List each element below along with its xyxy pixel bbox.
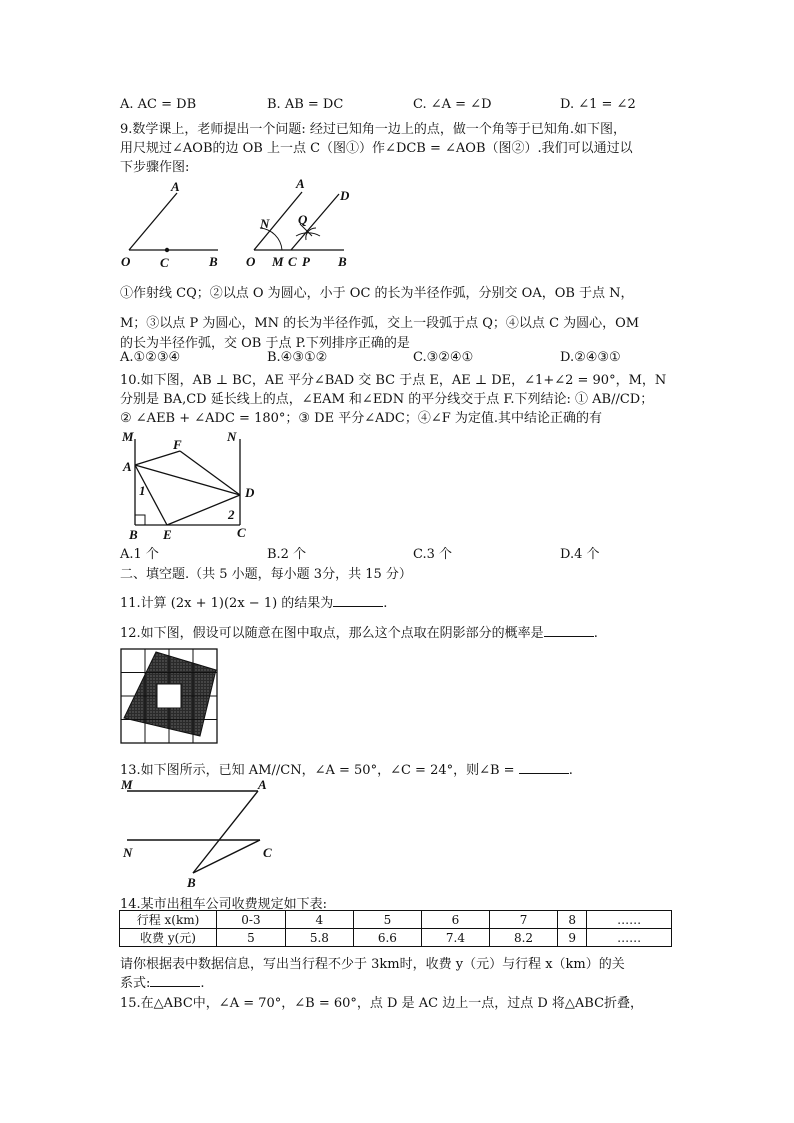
fig2-label-m: M [272,254,284,269]
table-cell: 8 [558,911,587,929]
q10-label-1: 1 [139,483,146,498]
q10-label-n: N [227,429,237,444]
q10-label-f: F [173,437,182,452]
table-header-distance: 行程 x(km) [120,911,217,929]
table-cell: 5.8 [285,929,353,947]
q10-label-d: D [245,485,255,500]
q10-figure [115,425,265,545]
q9-option-d: D.②④③① [560,350,621,365]
q9-steps-line2: M；③以点 P 为圆心，MN 的长为半径作弧，交上一段弧于点 Q；④以点 C 为圆心，OM [120,316,640,331]
q10-option-b: B.2 个 [267,547,307,562]
fig2-label-d: D [340,188,350,203]
point-c-dot [165,248,169,252]
q9-option-b: B.④③①② [267,350,328,365]
q10-option-d: D.4 个 [560,547,600,562]
q10-label-2: 2 [228,507,235,522]
q10-label-m: M [122,429,134,444]
q9-steps-line3: 的长为半径作弧，交 OB 于点 P.下列排序正确的是 [120,336,410,351]
q12-grid-figure [120,648,220,744]
q9-figure-2 [240,170,370,270]
q13-label-a: A [258,777,267,792]
table-cell: 7 [489,911,557,929]
q13-figure [115,775,290,890]
fig2-label-p: P [302,254,310,269]
q9-stem-line2: 用尺规过∠AOB的边 OB 上一点 C（图①）作∠DCB = ∠AOB（图②）.我们可以通过以 [120,141,633,156]
fare-table [119,910,672,947]
table-cell: …… [587,929,672,947]
q12-end: . [593,626,598,641]
q13-label-n: N [123,845,133,860]
q8-option-c: C. ∠A = ∠D [413,97,492,112]
q9-option-a: A.①②③④ [120,350,181,365]
table-cell: 7.4 [421,929,489,947]
section-2-heading: 二、填空题.（共 5 小题，每小题 3分，共 15 分） [120,567,412,582]
q10-label-b: B [129,527,138,542]
q9-stem-line3: 下步骤作图: [120,160,190,175]
fig1-label-b: B [209,254,218,269]
q14-after-text: 系式: [120,976,151,991]
q12-answer-blank[interactable] [544,625,594,637]
fig2-label-a: A [296,176,305,191]
fig2-label-q: Q [298,212,308,227]
q14-after-line2: 系式: . [120,976,205,991]
q11-end: . [383,596,388,611]
table-row-distance [120,911,672,929]
table-cell: 8.2 [489,929,557,947]
q9-figure-1 [115,175,225,270]
table-cell: 9 [558,929,587,947]
q9-steps-line1: ①作射线 CQ；②以点 O 为圆心，小于 OC 的长为半径作弧，分别交 OA，OB 于点 N， [120,286,634,301]
q9-stem-line1: 9.数学课上，老师提出一个问题: 经过已知角一边上的点，做一个角等于已知角.如下图， [120,122,627,137]
q10-stem-line3: ② ∠AEB + ∠ADC = 180°；③ DE 平分∠ADC；④∠F 为定值.其中结论正确的有 [120,411,603,426]
fig2-label-o: O [246,254,256,269]
q10-stem-line1: 10.如下图，AB ⊥ BC，AE 平分∠BAD 交 BC 于点 E，AE ⊥ DE，∠1+∠2 = 90°，M，N [120,373,667,388]
table-cell: 6 [421,911,489,929]
q12-text: 12.如下图，假设可以随意在图中取点，那么这个点取在阴影部分的概率是 [120,626,544,641]
q14-answer-blank[interactable] [150,975,200,987]
q13-label-c: C [263,845,272,860]
table-cell: 6.6 [353,929,421,947]
q10-stem-line2: 分别是 BA,CD 延长线上的点，∠EAM 和∠EDN 的平分线交于点 F.下列结论: ① AB//CD； [120,392,654,407]
q11-answer-blank[interactable] [333,595,383,607]
fig1-label-a: A [171,179,180,194]
table-cell: …… [587,911,672,929]
q12-stem [120,622,598,641]
q14-intro: 14.某市出租车公司收费规定如下表: [120,897,328,912]
q14-after-line1: 请你根据表中数据信息，写出当行程不少于 3km时，收费 y（元）与行程 x（km）的关 [120,957,625,972]
q10-label-c: C [237,525,246,540]
table-header-fee: 收费 y(元) [120,929,217,947]
q10-option-a: A.1 个 [120,547,159,562]
q13-label-b: B [187,875,196,890]
q8-option-b: B. AB = DC [267,97,344,112]
table-row-fee [120,929,672,947]
q8-option-d: D. ∠1 = ∠2 [560,97,636,112]
q11-text: 11.计算 (2x + 1)(2x − 1) 的结果为 [120,596,334,611]
q10-label-a: A [123,459,132,474]
q13-label-m: M [121,777,133,792]
q15-stem-line1: 15.在△ABC中，∠A = 70°，∠B = 60°，点 D 是 AC 边上一点，过点 D 将△ABC折叠， [120,996,644,1011]
fig2-label-b: B [338,254,347,269]
q10-option-c: C.3 个 [413,547,453,562]
fig1-label-o: O [121,254,131,269]
fig2-label-n: N [260,216,270,231]
q10-label-e: E [163,527,172,542]
table-cell: 5 [353,911,421,929]
table-cell: 5 [217,929,286,947]
q13-answer-blank[interactable] [519,762,569,774]
q8-option-a: A. AC = DB [120,97,197,112]
fig2-label-c: C [288,254,297,269]
q13-end: . [568,763,573,778]
table-cell: 0-3 [217,911,286,929]
q9-option-c: C.③②④① [413,350,474,365]
fig1-label-c: C [160,255,169,270]
q11-stem [120,592,387,611]
table-cell: 4 [285,911,353,929]
q13-text: 13.如下图所示，已知 AM//CN，∠A = 50°，∠C = 24°，则∠B = [120,763,515,778]
